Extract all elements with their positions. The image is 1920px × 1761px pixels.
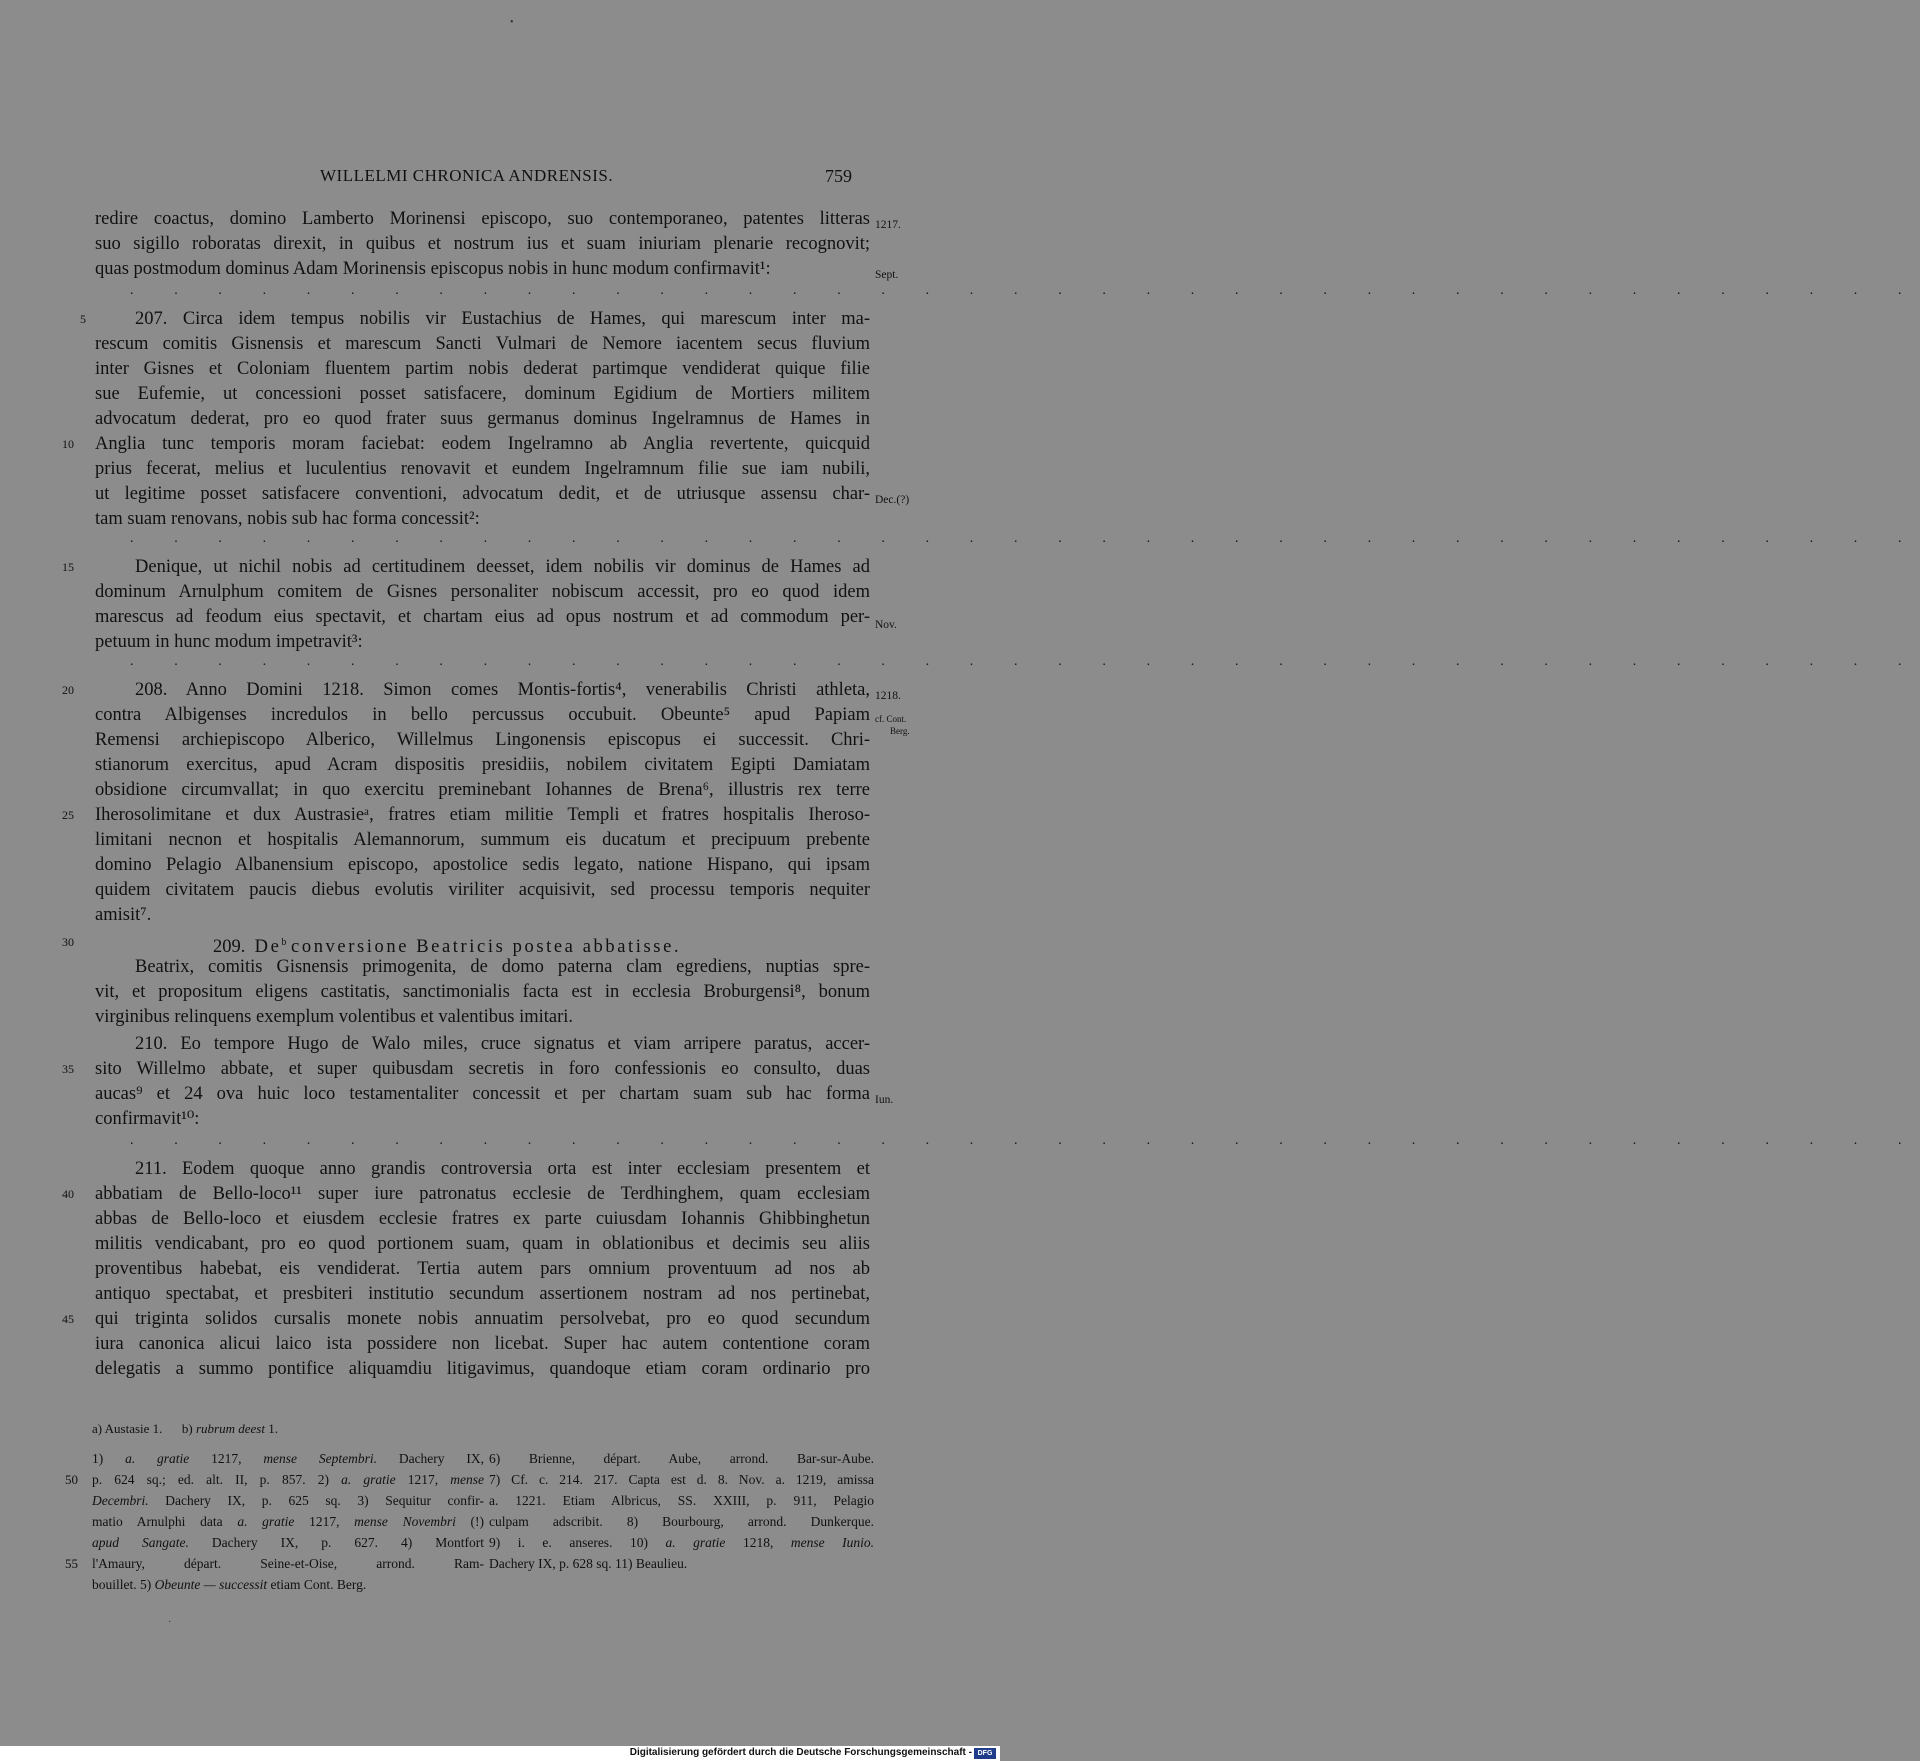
text-line: rescum comitis Gisnensis et marescum Sancti Vulmari de Nemore iacentem secus fluvium	[95, 334, 870, 354]
apparatus-note-b-label: b)	[181, 1421, 193, 1436]
page-number: 759	[825, 166, 852, 186]
scan-speck: ·	[168, 1617, 172, 1628]
text-line: amisit⁷.	[95, 905, 152, 925]
footnote-text: 1218,	[725, 1535, 791, 1550]
margin-date: Nov.	[875, 619, 897, 631]
margin-date: 1218.	[875, 690, 901, 702]
dfg-logo: DFG	[974, 1748, 996, 1759]
line-number: 20	[62, 683, 74, 697]
footnote-italic-text: a. gratie	[125, 1451, 190, 1466]
margin-date: Iun.	[875, 1094, 894, 1106]
margin-date: 1217.	[875, 219, 901, 231]
text-line: antiquo spectabat, et presbiteri institutio secundum assertionem nostram ad nos pertinebat,	[95, 1284, 870, 1304]
line-number: 40	[62, 1187, 74, 1201]
line-number: 10	[62, 437, 74, 451]
footnote-line	[92, 1553, 484, 1574]
text-line: 208. Anno Domini 1218. Simon comes Montis-fortis⁴, venerabilis Christi athleta,	[135, 680, 870, 700]
footnote-text: 1217,	[189, 1451, 264, 1466]
margin-reference: cf. Cont.	[875, 714, 907, 724]
footnote-text: culpam adscribit. 8) Bourbourg, arrond. Dunkerque.	[489, 1514, 874, 1529]
text-line: redire coactus, domino Lamberto Morinensi episcopo, suo contemporaneo, patentes litteras	[95, 209, 870, 229]
text-line: Iherosolimitane et dux Austrasieᵃ, fratres etiam militie Templi et fratres hospitalis Iheroso-	[95, 805, 870, 825]
text-line: marescus ad feodum eius spectavit, et chartam eius ad opus nostrum et ad commodum per-	[95, 607, 870, 627]
text-line: aucas⁹ et 24 ova huic loco testamentaliter concessit et per chartam suam sub hac forma	[95, 1084, 870, 1104]
footnote-text: (!)	[455, 1514, 485, 1529]
text-line: proventibus habebat, eis vendiderat. Tertia autem pars omnium proventuum ad nos ab	[95, 1259, 870, 1279]
running-title: WILLELMI CHRONICA ANDRENSIS.	[320, 166, 614, 185]
footnote-line	[489, 1469, 874, 1490]
margin-date: Dec.(?)	[875, 494, 910, 506]
footnote-text: 1217,	[294, 1514, 355, 1529]
text-line: Denique, ut nichil nobis ad certitudinem deesset, idem nobilis vir dominus de Hames ad	[135, 557, 870, 577]
footnote-italic-text: a. gratie	[665, 1535, 726, 1550]
chapter-heading-prefix: De	[254, 937, 282, 958]
ellipsis-row: . . . . . . . . . . . . . . . . . . . . . . . . . . . . . . . . . . . . . . . . .	[130, 654, 1920, 669]
footnote-text: 6) Brienne, départ. Aube, arrond. Bar-sur-Aube.	[489, 1451, 874, 1466]
ellipsis-row: . . . . . . . . . . . . . . . . . . . . . . . . . . . . . . . . . . . . . . . . .	[130, 531, 1920, 546]
margin-reference: Berg.	[890, 726, 910, 736]
footnote-line	[92, 1532, 484, 1553]
chapter-number: 209.	[213, 937, 246, 958]
margin-date: Sept.	[875, 269, 899, 281]
footnote-text: 1)	[92, 1451, 126, 1466]
footnote-text: p. 624 sq.; ed. alt. II, p. 857. 2)	[92, 1472, 342, 1487]
footnote-italic-text: a. gratie	[237, 1514, 295, 1529]
text-line: ut legitime posset satisfacere conventioni, advocatum dedit, et de utriusque assensu char-	[95, 484, 870, 504]
ellipsis-row: . . . . . . . . . . . . . . . . . . . . . . . . . . . . . . . . . . . . . . . . .	[130, 283, 1920, 298]
footnote-italic-text: Obeunte — successit	[154, 1577, 268, 1592]
funding-notice: Digitalisierung gefördert durch die Deutsche Forschungsgemeinschaft -	[629, 1747, 972, 1758]
footnote-text: bouillet. 5)	[92, 1577, 155, 1592]
footnote-line	[489, 1511, 874, 1532]
footnote-text: Dachery IX, p. 625 sq. 3) Sequitur confir-	[148, 1493, 484, 1508]
line-number: 15	[62, 560, 74, 574]
footnote-line	[489, 1532, 874, 1553]
text-line: obsidione circumvallat; in quo exercitu preminebant Iohannes de Brena⁶, illustris rex terre	[95, 780, 870, 800]
text-line: vit, et propositum eligens castitatis, sanctimonialis facta est in ecclesia Broburgensi⁸, bonum	[95, 982, 870, 1002]
text-line: petuum in hunc modum impetravit³:	[95, 632, 363, 652]
footnote-line	[92, 1469, 484, 1490]
footnote-text: 1217,	[395, 1472, 451, 1487]
line-number: 45	[62, 1312, 74, 1326]
footnote-line	[92, 1574, 484, 1595]
text-line: qui triginta solidos cursalis monete nobis annuatim persolvebat, pro eo quod secundum	[95, 1309, 870, 1329]
footnote-italic-text: a. gratie	[341, 1472, 396, 1487]
footnote-text: 7) Cf. c. 214. 217. Capta est d. 8. Nov. a. 1219, amissa	[489, 1472, 874, 1487]
text-line: stianorum exercitus, apud Acram dispositis presidiis, nobilem civitatem Egipti Damiatam	[95, 755, 870, 775]
footnote-line	[92, 1511, 484, 1532]
text-line: sito Willelmo abbate, et super quibusdam secretis in foro confessionis eo consulto, duas	[95, 1059, 870, 1079]
text-line: iura canonica alicui laico ista possidere non licebat. Super hac autem contentione coram	[95, 1334, 870, 1354]
chapter-heading	[213, 930, 813, 958]
text-line: prius fecerat, melius et luculentius renovavit et eundem Ingelramnum filie sue iam nubili,	[95, 459, 870, 479]
footnote-line	[92, 1448, 484, 1469]
text-line: quas postmodum dominus Adam Morinensis episcopus nobis in hunc modum confirmavit¹:	[95, 259, 771, 279]
text-line: advocatum dederat, pro eo quod frater suus germanus dominus Ingelramnus de Hames in	[95, 409, 870, 429]
text-line: 210. Eo tempore Hugo de Walo miles, cruce signatus et viam arripere paratus, accer-	[135, 1034, 870, 1054]
apparatus-note-a: a) Austasie 1.	[92, 1421, 163, 1436]
digitization-footer	[0, 1746, 1000, 1761]
line-number: 5	[80, 312, 86, 326]
footnote-italic-text: mense	[450, 1472, 485, 1487]
text-line: abbas de Bello-loco et eiusdem ecclesie fratres ex parte cuiusdam Iohannis Ghibbinghetun	[95, 1209, 870, 1229]
footnote-italic-text: apud Sangate.	[92, 1535, 189, 1550]
apparatus-note-b-witness: 1.	[268, 1421, 278, 1436]
running-header	[0, 166, 1000, 192]
footnote-italic-text: mense Septembri.	[263, 1451, 377, 1466]
footnote-line	[92, 1490, 484, 1511]
text-line: tam suam renovans, nobis sub hac forma concessit²:	[95, 509, 480, 529]
text-line: virginibus relinquens exemplum volentibus et valentibus imitari.	[95, 1007, 574, 1027]
line-number: 55	[65, 1556, 78, 1571]
text-line: militis vendicabant, pro eo quod portionem suam, quam in oblationibus et decimis seu aliis	[95, 1234, 870, 1254]
text-line: suo sigillo roboratas direxit, in quibus et nostrum ius et suam iniuriam plenarie recognovit;	[95, 234, 870, 254]
line-number: 50	[65, 1472, 78, 1487]
footnote-italic-text: mense Novembri	[354, 1514, 456, 1529]
text-line: dominum Arnulphum comitem de Gisnes personaliter nobiscum accessit, pro eo quod idem	[95, 582, 870, 602]
text-line: Anglia tunc temporis moram faciebat: eodem Ingelramno ab Anglia revertente, quicquid	[95, 434, 870, 454]
footnote-text: l'Amaury, départ. Seine-et-Oise, arrond. Ram-	[92, 1556, 484, 1571]
text-line: contra Albigenses incredulos in bello percussus occubuit. Obeunte⁵ apud Papiam	[95, 705, 870, 725]
text-line: inter Gisnes et Coloniam fluentem partim nobis dederat partimque vendiderat quique filie	[95, 359, 870, 379]
footnote-text: Dachery IX,	[377, 1451, 484, 1466]
footnote-line	[489, 1490, 874, 1511]
footnote-text: matio Arnulphi data	[92, 1514, 238, 1529]
text-line: limitani necnon et hospitalis Alemannorum, summum eis ducatum et precipuum prebente	[95, 830, 870, 850]
text-line: Beatrix, comitis Gisnensis primogenita, de domo paterna clam egrediens, nuptias spre-	[135, 957, 870, 977]
text-line: domino Pelagio Albanensium episcopo, apostolice sedis legato, natione Hispano, qui ipsam	[95, 855, 870, 875]
footnote-line	[489, 1553, 874, 1574]
apparatus-note-b-text: rubrum deest	[196, 1421, 265, 1436]
footnote-text: a. 1221. Etiam Albricus, SS. XXIII, p. 911, Pelagio	[489, 1493, 874, 1508]
text-line: 207. Circa idem tempus nobilis vir Eustachius de Hames, qui marescum inter ma-	[135, 309, 870, 329]
line-number: 30	[62, 935, 74, 949]
textual-apparatus	[92, 1420, 278, 1438]
text-line: delegatis a summo pontifice aliquamdiu litigavimus, quandoque etiam coram ordinario pro	[95, 1359, 870, 1379]
text-line: Remensi archiepiscopo Alberico, Willelmus Lingonensis episcopus ei successit. Chri-	[95, 730, 870, 750]
footnote-text: 9) i. e. anseres. 10)	[489, 1535, 666, 1550]
footnote-italic-text: mense Iunio.	[790, 1535, 875, 1550]
text-line: 211. Eodem quoque anno grandis controversia orta est inter ecclesiam presentem et	[135, 1159, 870, 1179]
text-line: sue Eufemie, ut concessioni posset satisfacere, dominum Egidium de Mortiers militem	[95, 384, 870, 404]
footnote-text: Dachery IX, p. 627. 4) Montfort	[188, 1535, 484, 1550]
line-number: 25	[62, 808, 74, 822]
scan-speck: •	[510, 17, 514, 28]
footnote-text: etiam Cont. Berg.	[267, 1577, 367, 1592]
line-number: 35	[62, 1062, 74, 1076]
footnote-text: Dachery IX, p. 628 sq. 11) Beaulieu.	[489, 1556, 688, 1571]
footnote-italic-text: Decembri.	[92, 1493, 149, 1508]
text-line: confirmavit¹⁰:	[95, 1109, 200, 1129]
footnote-line	[489, 1448, 874, 1469]
text-line: quidem civitatem paucis diebus evolutis viriliter acquisivit, sed processu temporis nequiter	[95, 880, 870, 900]
chapter-heading-text: conversione Beatricis postea abbatisse.	[291, 937, 682, 958]
text-line: abbatiam de Bello-loco¹¹ super iure patronatus ecclesie de Terdhinghem, quam ecclesiam	[95, 1184, 870, 1204]
ellipsis-row: . . . . . . . . . . . . . . . . . . . . . . . . . . . . . . . . . . . . . . . . .	[130, 1133, 1920, 1148]
apparatus-mark: b	[281, 937, 287, 948]
